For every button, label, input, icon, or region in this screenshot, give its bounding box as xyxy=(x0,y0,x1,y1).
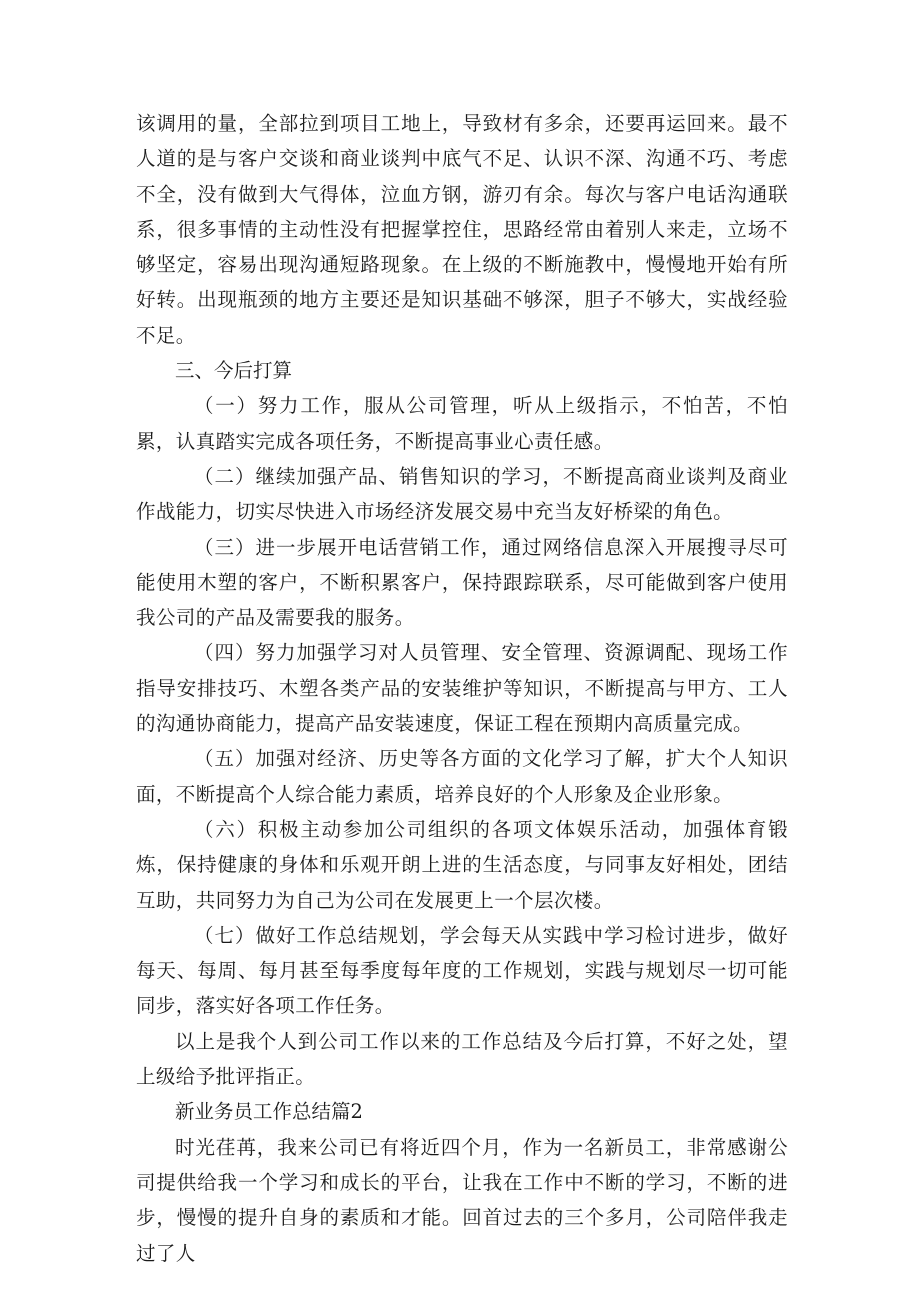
body-paragraph: 该调用的量，全部拉到项目工地上，导致材有多余，还要再运回来。最不人道的是与客户交谈和商业谈判中底气不足、认识不深、沟通不巧、考虑不全，没有做到大气得体，泣血方钢，游刃有余。每次与客户电话沟通联系，很多事情的主动性没有把握掌控住，思路经常由着别人来走，立场不够坚定，容易出现沟通短路现象。在上级的不断施教中，慢慢地开始有所好转。出现瓶颈的地方主要还是知识基础不够深，胆子不够大，实战经验不足。 xyxy=(136,112,788,347)
plan-item: （三）进一步展开电话营销工作，通过网络信息深入开展搜寻尽可能使用木塑的客户，不断积累客户，保持跟踪联系，尽可能做到客户使用我公司的产品及需要我的服务。 xyxy=(136,535,788,630)
plan-item: （六）积极主动参加公司组织的各项文体娱乐活动，加强体育锻炼，保持健康的身体和乐观开朗上进的生活态度，与同事友好相处，团结互助，共同努力为自己为公司在发展更上一个层次楼。 xyxy=(136,817,788,912)
plan-item: （二）继续加强产品、销售知识的学习，不断提高商业谈判及商业作战能力，切实尽快进入市场经济发展交易中充当友好桥梁的角色。 xyxy=(136,464,788,524)
document-page xyxy=(136,106,788,1271)
closing-paragraph: 以上是我个人到公司工作以来的工作总结及今后打算，不好之处，望上级给予批评指正。 xyxy=(136,1029,788,1089)
plan-item: （五）加强对经济、历史等各方面的文化学习了解，扩大个人知识面，不断提高个人综合能力素质，培养良好的个人形象及企业形象。 xyxy=(136,747,788,806)
article-title: 新业务员工作总结篇2 xyxy=(175,1100,363,1124)
plan-item: （一）努力工作，服从公司管理，听从上级指示，不怕苦，不怕累，认真踏实完成各项任务，不断提高事业心责任感。 xyxy=(136,394,788,453)
plan-item: （四）努力加强学习对人员管理、安全管理、资源调配、现场工作指导安排技巧、木塑各类产品的安装维护等知识，不断提高与甲方、工人的沟通协商能力，提高产品安装速度，保证工程在预期内高质量完成。 xyxy=(136,641,788,736)
section-heading: 三、今后打算 xyxy=(175,359,293,383)
plan-item: （七）做好工作总结规划，学会每天从实践中学习检讨进步，做好每天、每周、每月甚至每季度每年度的工作规划，实践与规划尽一切可能同步，落实好各项工作任务。 xyxy=(136,923,788,1018)
body-paragraph: 时光荏苒，我来公司已有将近四个月，作为一名新员工，非常感谢公司提供给我一个学习和成长的平台，让我在工作中不断的学习，不断的进步，慢慢的提升自身的素质和才能。回首过去的三个多月，公司陪伴我走过了人 xyxy=(136,1135,788,1265)
